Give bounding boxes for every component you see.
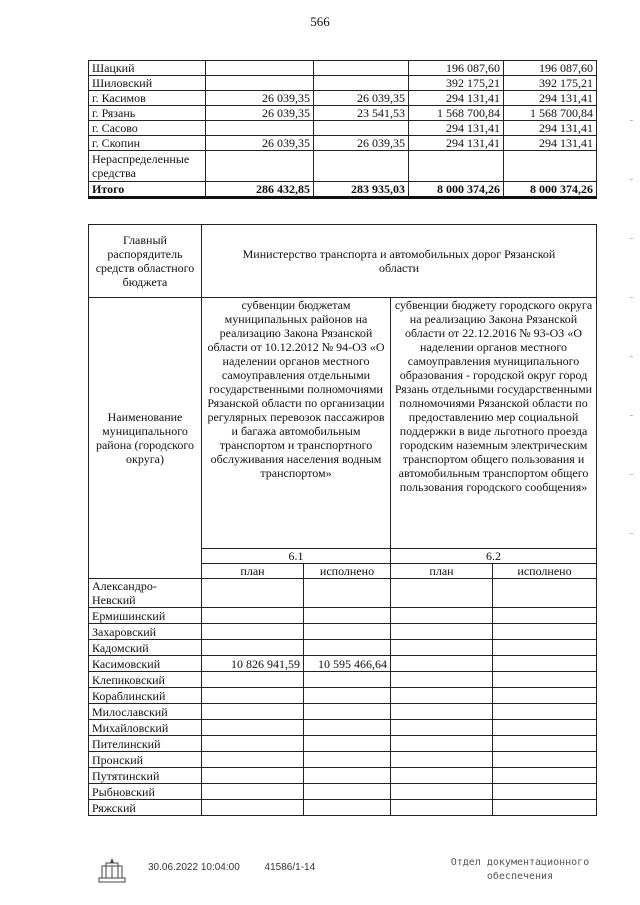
row-name: Шиловский	[89, 76, 206, 91]
district-value	[202, 736, 304, 752]
district-value	[304, 688, 391, 704]
value-cell: 26 039,35	[206, 106, 314, 121]
value-cell: 1 568 700,84	[504, 106, 597, 121]
district-value	[304, 752, 391, 768]
district-value	[391, 624, 493, 640]
value-cell	[206, 121, 314, 136]
table-row	[89, 106, 597, 121]
plan-header-2: план	[391, 564, 493, 579]
district-row	[89, 579, 597, 608]
table-row	[89, 151, 597, 182]
district-value: 10 595 466,64	[304, 656, 391, 672]
top-table-body	[89, 61, 597, 198]
district-value	[202, 720, 304, 736]
district-name: Пронский	[89, 752, 202, 768]
district-value	[391, 640, 493, 656]
district-value	[202, 579, 304, 608]
district-name: Милославский	[89, 704, 202, 720]
value-cell: 26 039,35	[314, 136, 409, 151]
district-name: Ряжский	[89, 800, 202, 816]
district-row	[89, 768, 597, 784]
district-value	[391, 768, 493, 784]
grbs-label: Главный распорядитель средств областного бюджета	[89, 225, 202, 298]
district-row	[89, 736, 597, 752]
value-cell	[409, 151, 504, 182]
value-cell: 26 039,35	[206, 136, 314, 151]
column-number-6-1: 6.1	[202, 549, 391, 564]
district-value	[493, 624, 597, 640]
district-value	[304, 800, 391, 816]
value-cell	[314, 121, 409, 136]
district-value	[391, 784, 493, 800]
district-value	[493, 672, 597, 688]
footer-datetime: 30.06.2022 10:04:00	[148, 862, 240, 873]
district-value	[493, 640, 597, 656]
district-name: Клепиковский	[89, 672, 202, 688]
district-value	[493, 579, 597, 608]
table-row	[89, 76, 597, 91]
district-name: Рыбновский	[89, 784, 202, 800]
row-name: Нераспределенные средства	[89, 151, 206, 182]
district-value	[202, 624, 304, 640]
value-cell	[314, 61, 409, 76]
value-cell: 294 131,41	[409, 136, 504, 151]
district-name: Путятинский	[89, 768, 202, 784]
district-value	[493, 736, 597, 752]
district-value: 10 826 941,59	[202, 656, 304, 672]
district-value	[391, 800, 493, 816]
subsidy-1-description: субвенции бюджетам муниципальных районов на реализацию Закона Рязанской области от 10.12.2012 № 94-ОЗ «О наделении органов местного самоуправления отдельными государственными полномочиями Рязанской области по организации регулярных перевозок пассажиров и багажа автомобильным транспортом и транспортного обслуживания населения водным транспортом»	[202, 298, 391, 549]
district-value	[391, 720, 493, 736]
table-row	[89, 91, 597, 106]
table-row	[89, 136, 597, 151]
value-cell: 294 131,41	[409, 121, 504, 136]
district-value	[493, 656, 597, 672]
value-cell: 294 131,41	[504, 136, 597, 151]
main-table	[88, 224, 597, 816]
district-value	[202, 640, 304, 656]
district-value	[304, 640, 391, 656]
district-value	[493, 784, 597, 800]
district-value	[493, 704, 597, 720]
district-row	[89, 688, 597, 704]
district-value	[202, 608, 304, 624]
district-value	[202, 704, 304, 720]
total-value: 286 432,85	[206, 182, 314, 198]
district-value	[202, 688, 304, 704]
value-cell: 392 175,21	[504, 76, 597, 91]
district-value	[304, 736, 391, 752]
district-row	[89, 624, 597, 640]
row-name: г. Рязань	[89, 106, 206, 121]
district-name: Александро-Невский	[89, 579, 202, 608]
plan-header-1: план	[202, 564, 304, 579]
district-value	[391, 736, 493, 752]
top-table	[88, 60, 597, 199]
value-cell: 196 087,60	[504, 61, 597, 76]
value-cell	[504, 151, 597, 182]
value-cell: 294 131,41	[504, 91, 597, 106]
district-value	[493, 768, 597, 784]
row-name: г. Скопин	[89, 136, 206, 151]
district-value	[304, 579, 391, 608]
subsidy-2-description: субвенции бюджету городского округа на реализацию Закона Рязанской области от 22.12.2016 № 93-ОЗ «О наделении органов местного самоуправления муниципального образования - городской округ город Рязань отдельными государственными полномочиями Рязанской области по предоставлению мер социальной поддержки в виде льготного проезда городским наземным электрическим транспортом общего пользования и автомобильным транспортом общего пользования городского сообщения»	[391, 298, 597, 549]
emblem-icon	[96, 855, 128, 887]
district-value	[391, 752, 493, 768]
district-row	[89, 784, 597, 800]
district-value	[493, 800, 597, 816]
value-cell: 1 568 700,84	[409, 106, 504, 121]
value-cell: 26 039,35	[314, 91, 409, 106]
value-cell	[206, 61, 314, 76]
district-value	[391, 579, 493, 608]
department-stamp	[440, 856, 600, 884]
value-cell	[314, 76, 409, 91]
column-number-6-2: 6.2	[391, 549, 597, 564]
value-cell: 294 131,41	[409, 91, 504, 106]
district-name: Касимовский	[89, 656, 202, 672]
value-cell: 196 087,60	[409, 61, 504, 76]
district-value	[304, 672, 391, 688]
district-row	[89, 704, 597, 720]
district-row	[89, 720, 597, 736]
total-value: 8 000 374,26	[504, 182, 597, 198]
district-row	[89, 672, 597, 688]
district-value	[202, 752, 304, 768]
value-cell	[206, 151, 314, 182]
value-cell: 392 175,21	[409, 76, 504, 91]
district-name: Ермишинский	[89, 608, 202, 624]
district-value	[202, 672, 304, 688]
value-cell: 23 541,53	[314, 106, 409, 121]
district-value	[493, 608, 597, 624]
row-name: Шацкий	[89, 61, 206, 76]
district-row	[89, 752, 597, 768]
stamp-line-2: обеспечения	[486, 871, 554, 882]
table-row	[89, 121, 597, 136]
district-value	[493, 752, 597, 768]
district-value	[304, 784, 391, 800]
value-cell: 294 131,41	[504, 121, 597, 136]
district-row	[89, 800, 597, 816]
total-value: 283 935,03	[314, 182, 409, 198]
district-value	[202, 784, 304, 800]
district-name: Михайловский	[89, 720, 202, 736]
total-value: 8 000 374,26	[409, 182, 504, 198]
table-row	[89, 61, 597, 76]
district-value	[304, 720, 391, 736]
district-value	[304, 768, 391, 784]
district-value	[391, 608, 493, 624]
district-value	[202, 800, 304, 816]
district-value	[493, 720, 597, 736]
page-number: 566	[310, 14, 330, 29]
district-value	[202, 768, 304, 784]
district-row	[89, 656, 597, 672]
district-name: Кадомский	[89, 640, 202, 656]
district-value	[391, 672, 493, 688]
districts-body	[89, 579, 597, 816]
district-name: Захаровский	[89, 624, 202, 640]
value-cell: 26 039,35	[206, 91, 314, 106]
district-value	[304, 704, 391, 720]
district-value	[304, 624, 391, 640]
district-row	[89, 608, 597, 624]
footer-doc-number: 41586/1-14	[264, 862, 316, 873]
district-value	[391, 688, 493, 704]
value-cell	[314, 151, 409, 182]
margin-marks	[630, 120, 634, 580]
stamp-line-1: Отдел документационного	[450, 857, 590, 868]
done-header-2: исполнено	[493, 564, 597, 579]
row-name: г. Сасово	[89, 121, 206, 136]
done-header-1: исполнено	[304, 564, 391, 579]
value-cell	[206, 76, 314, 91]
total-row	[89, 182, 597, 198]
grbs-value: Министерство транспорта и автомобильных дорог Рязанской области	[202, 225, 597, 298]
district-label: Наименование муниципального района (городского округа)	[89, 298, 202, 579]
row-name: г. Касимов	[89, 91, 206, 106]
total-label: Итого	[89, 182, 206, 198]
district-value	[391, 656, 493, 672]
district-name: Кораблинский	[89, 688, 202, 704]
district-value	[304, 608, 391, 624]
footer	[148, 862, 337, 873]
district-row	[89, 640, 597, 656]
district-name: Пителинский	[89, 736, 202, 752]
district-value	[391, 704, 493, 720]
district-value	[493, 688, 597, 704]
